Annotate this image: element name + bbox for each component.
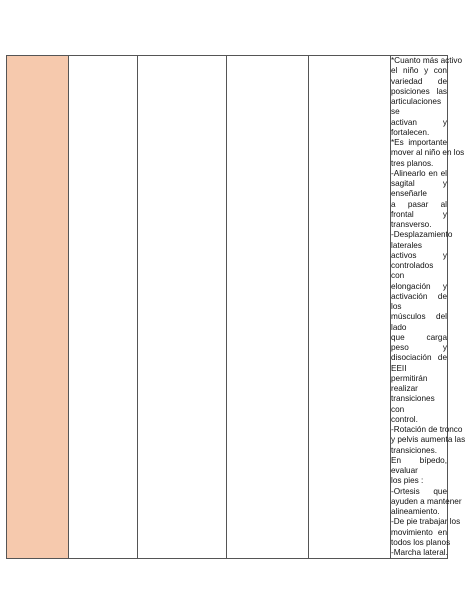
notes-line: -Ortesis que: [391, 486, 447, 496]
notes-line: tres planos.: [391, 158, 434, 168]
notes-cell: [391, 56, 466, 559]
notes-line: sagital y enseñarle: [391, 179, 447, 199]
notes-line: a pasar al frontal y: [391, 199, 447, 219]
notes-line: laterales activos y: [391, 240, 447, 260]
notes-line: todos los planos: [391, 537, 451, 547]
notes-line: articulaciones se: [391, 97, 442, 117]
notes-line: permitirán realizar: [391, 373, 428, 393]
notes-line: transiciones con: [391, 394, 435, 414]
notes-line: disociación de EEII: [391, 353, 447, 373]
notes-line: el niño y con: [391, 66, 447, 76]
empty-cell: [69, 56, 138, 559]
notes-line: ayuden a mantener: [391, 496, 462, 506]
notes-line: En bípedo, evaluar: [391, 455, 447, 475]
empty-cell: [309, 56, 391, 559]
notes-line: -Alinearlo en el: [391, 168, 447, 178]
notes-line: posiciones las: [391, 86, 447, 96]
notes-line: *Es importante: [391, 138, 447, 147]
notes-line: movimiento en: [391, 527, 447, 537]
notes-line: -Desplazamiento: [391, 230, 453, 240]
notes-text: [391, 56, 466, 558]
notes-line: controlados con: [391, 261, 434, 281]
notes-line: variedad de: [391, 76, 447, 86]
notes-line: y pelvis aumenta las: [391, 435, 466, 445]
notes-line: transiciones.: [391, 445, 437, 455]
shaded-cell: [7, 56, 69, 559]
notes-line: activan y: [391, 117, 447, 127]
notes-line: control.: [391, 414, 418, 424]
notes-line: que carga peso y: [391, 332, 447, 352]
notes-line: *Cuanto más activo: [391, 56, 462, 65]
notes-line: -Rotación de tronco: [391, 425, 463, 434]
notes-line: transverso.: [391, 220, 432, 229]
therapy-table: [6, 55, 466, 559]
notes-line: músculos del lado: [391, 312, 447, 332]
notes-line: mover al niño en los: [391, 148, 465, 158]
notes-line: los pies :: [391, 476, 424, 486]
notes-line: -Marcha lateral.: [391, 548, 448, 557]
empty-cell: [138, 56, 227, 559]
notes-line: activación de los: [391, 291, 447, 311]
table-row: [7, 56, 448, 559]
notes-line: -De pie trabajar los: [391, 517, 461, 527]
notes-line: elongación y: [391, 281, 447, 291]
notes-line: alineamiento.: [391, 507, 440, 516]
empty-cell: [227, 56, 309, 559]
notes-line: fortalecen.: [391, 127, 430, 137]
